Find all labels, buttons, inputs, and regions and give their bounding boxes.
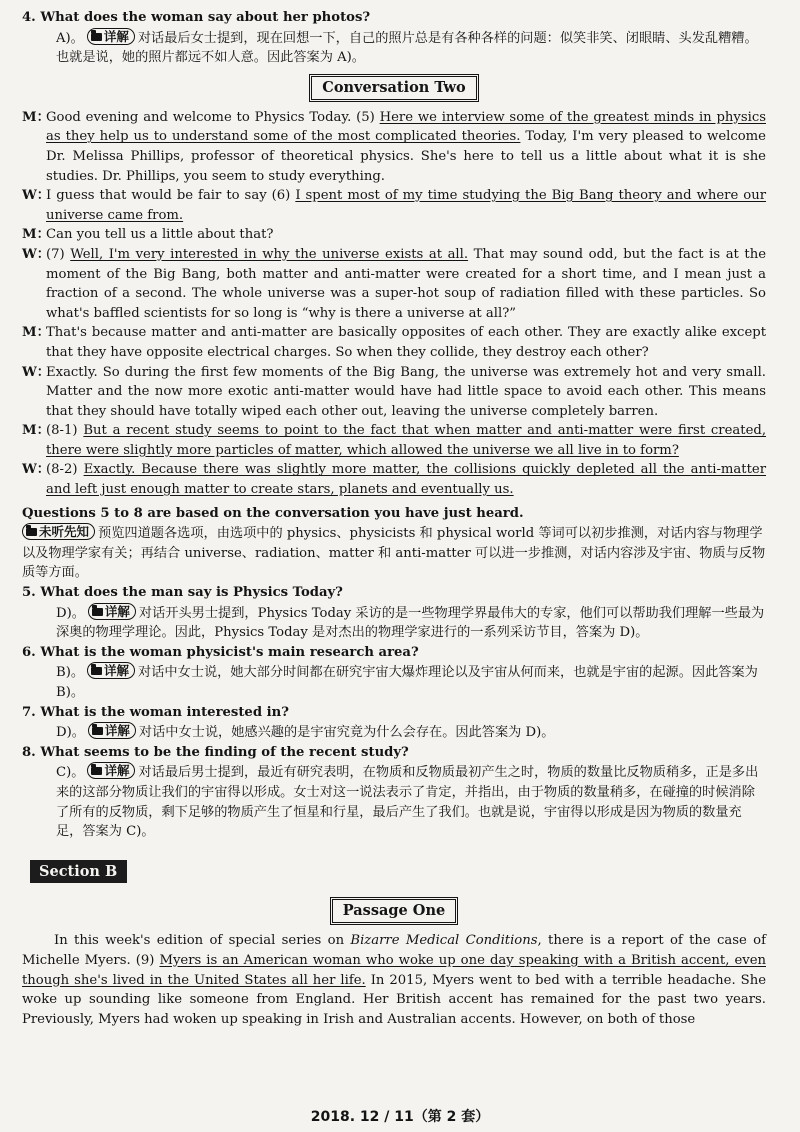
turn-text-underlined: I spent most of my time studying the Big Bang theory and where our universe came from.	[46, 188, 767, 223]
passage-text-1: In this week's edition of special series on	[54, 933, 351, 949]
conversation-turn	[22, 421, 766, 460]
question-list	[22, 583, 766, 842]
turn-text-underlined: Exactly. Because there was slightly more matter, the collisions quickly depleted all the anti-matter and left just enough matter to create stars, planets and eventually us.	[46, 462, 767, 498]
answer-block	[22, 603, 766, 643]
question-item	[22, 703, 766, 743]
turn-text-before: (7)	[46, 246, 71, 262]
conversation-turn	[22, 323, 766, 362]
explanation-badge	[87, 662, 135, 679]
turn-text-before: Good evening and welcome to Physics Today. (5)	[46, 109, 380, 125]
folder-icon	[26, 528, 37, 536]
conversation-turn	[22, 245, 766, 323]
preview-text: 预览四道题各选项，由选项中的 physics、physicists 和 physical world 等词可以初步推测，对话内容与物理学以及物理学家有关；再结合 universe、radiation、matter 和 anti-matter 可以进一步推测，对话内容涉及宇宙、物质与反物质等方面。	[22, 526, 766, 581]
question-text: 7. What is the woman interested in?	[22, 704, 289, 720]
answer-4	[22, 28, 766, 68]
badge-label: 详解	[103, 28, 129, 44]
turn-text-before: Exactly. So during the first few moments of the Big Bang, the universe was extremely hot and very small. Matter and the now more exotic anti-matter would have had little space to avoid each other. This means that they should have totally wiped each other out, leaving the universe completely barren.	[46, 364, 766, 419]
speaker-label: M：	[22, 227, 50, 243]
conversation-turn	[22, 186, 766, 225]
turn-text-before: Can you tell us a little about that?	[46, 227, 274, 243]
question-4: 4. What does the woman say about her photos?	[22, 10, 371, 25]
conversation-turn	[22, 363, 766, 422]
conversation-two-title-wrap	[22, 74, 766, 102]
answer-block	[22, 722, 766, 743]
conversation-turn	[22, 108, 766, 186]
explanation-badge	[88, 722, 136, 739]
passage-text-3: In 2015, Myers went to bed with a terrible headache. She woke up sounding like someone from England. Her British accent has remained for the past two years. Previously, Myers had woken up speaking in Irish and Australian accents. However, on both of those	[22, 972, 767, 1027]
preview-paragraph	[22, 523, 766, 583]
preview-badge-label: 未听先知	[39, 524, 90, 540]
passage-one-title-wrap	[22, 897, 766, 925]
speaker-label: M：	[22, 325, 50, 341]
speaker-label: M：	[22, 423, 50, 439]
answer-explanation: 对话中女士说，她大部分时间都在研究宇宙大爆炸理论以及宇宙从何而来，也就是宇宙的起源。因此答案为 B)。	[56, 665, 758, 700]
turn-text-before: (8-1)	[46, 423, 84, 439]
question-text: 8. What seems to be the finding of the recent study?	[22, 744, 409, 760]
speaker-label: M：	[22, 109, 50, 125]
passage-one-paragraph	[22, 931, 766, 1029]
turn-text	[46, 421, 766, 460]
turn-text	[46, 108, 766, 186]
turn-text	[46, 225, 766, 245]
folder-icon	[91, 667, 102, 675]
turn-text-underlined: Here we interview some of the greatest minds in physics as they help us to understand some of the most complicated theories.	[46, 109, 766, 145]
page-footer: 2018. 12 / 11（第 2 套）	[310, 1109, 490, 1125]
badge-label: 详解	[104, 603, 130, 619]
section-b-label: Section B	[30, 860, 127, 884]
series-name: Bizarre Medical Conditions	[350, 933, 538, 949]
turn-text-before: (8-2)	[46, 462, 84, 478]
folder-icon	[91, 33, 102, 41]
badge-label: 详解	[104, 723, 130, 739]
explanation-badge	[88, 603, 136, 620]
passage-one-title: Passage One	[330, 897, 458, 925]
folder-icon	[92, 608, 103, 616]
folder-icon	[92, 727, 103, 735]
turn-text-after: That may sound odd, but the fact is at the moment of the Big Bang, both matter and anti-matter were created for a short time, and I mean just a fraction of a second. The whole universe was a super-hot soup of radiation filled with these particles. So what's baffled scientists for so long is “why is there a universe at all?”	[46, 246, 766, 321]
answer-4-letter: A)。	[56, 30, 84, 46]
explanation-badge	[87, 762, 135, 779]
question-text: 6. What is the woman physicist's main research area?	[22, 644, 419, 660]
answer-letter: D)。	[56, 605, 85, 621]
answer-4-explanation: 对话最后女士提到，现在回想一下，自己的照片总是有各种各样的问题：似笑非笑、闭眼睛、头发乱糟糟。也就是说，她的照片都远不如人意。因此答案为 A)。	[56, 30, 758, 66]
explanation-badge	[87, 28, 135, 45]
answer-letter: D)。	[56, 725, 85, 741]
conversation-turn	[22, 460, 766, 499]
question-item	[22, 583, 766, 643]
speaker-label: W：	[22, 462, 50, 478]
preview-badge	[22, 523, 95, 540]
answer-block	[22, 662, 766, 702]
turn-text	[46, 186, 766, 225]
turn-text-after: Today, I'm very pleased to welcome Dr. Melissa Phillips, professor of theoretical physics. She's here to tell us a little about what it is she studies. Dr. Phillips, you seem to study everything.	[46, 129, 766, 184]
turn-text	[46, 363, 766, 422]
turn-text-before: I guess that would be fair to say (6)	[46, 188, 296, 204]
passage-text-2: , there is a report of the case of Michelle Myers. (9)	[22, 933, 767, 968]
answer-letter: C)。	[56, 765, 85, 781]
question-item	[22, 743, 766, 842]
answer-letter: B)。	[56, 665, 85, 681]
turn-text	[46, 245, 766, 323]
speaker-label: W：	[22, 188, 50, 204]
answer-explanation: 对话最后男士提到，最近有研究表明，在物质和反物质最初产生之时，物质的数量比反物质稍多，正是多出来的这部分物质让我们的宇宙得以形成。女士对这一说法表示了肯定，并指出，由于物质的数量稍多，在碰撞的时候消除了所有的反物质，剩下足够的物质产生了恒星和行星，最后产生了我们。也就是说，宇宙得以形成是因为物质的数量充足，答案为 C)。	[56, 765, 759, 840]
questions-heading: Questions 5 to 8 are based on the conversation you have just heard.	[22, 505, 524, 521]
question-item	[22, 643, 766, 703]
answer-block	[22, 762, 766, 841]
turn-text-underlined: Well, I'm very interested in why the universe exists at all.	[70, 246, 469, 262]
badge-label: 详解	[104, 763, 130, 779]
turn-text	[46, 460, 766, 499]
answer-explanation: 对话中女士说，她感兴趣的是宇宙究竟为什么会存在。因此答案为 D)。	[138, 725, 555, 741]
answer-explanation: 对话开头男士提到，Physics Today 采访的是一些物理学界最伟大的专家，他们可以帮助我们理解一些最为深奥的物理学理论。因此，Physics Today 是对杰出的物理学家进行的一系列采访节目，答案为 D)。	[56, 605, 765, 641]
speaker-label: W：	[22, 364, 50, 380]
turn-text	[46, 323, 766, 362]
badge-label: 详解	[104, 663, 130, 679]
passage-underline: Myers is an American woman who woke up one day speaking with a British accent, even though she's lived in the United States all her life.	[22, 952, 766, 988]
conversation-two-title: Conversation Two	[309, 74, 478, 102]
folder-icon	[91, 767, 102, 775]
turn-text-before: That's because matter and anti-matter are basically opposites of each other. They are exactly alike except that they have opposite electrical charges. So when they collide, they destroy each other?	[46, 325, 766, 360]
conversation-turn	[22, 225, 766, 245]
turn-text-underlined: But a recent study seems to point to the fact that when matter and anti-matter were first created, there were slightly more particles of matter, which allowed the universe we all live in to form?	[46, 423, 767, 458]
conversation-transcript	[22, 108, 766, 500]
question-text: 5. What does the man say is Physics Today?	[22, 585, 343, 601]
page	[22, 8, 766, 1029]
speaker-label: W：	[22, 246, 50, 262]
